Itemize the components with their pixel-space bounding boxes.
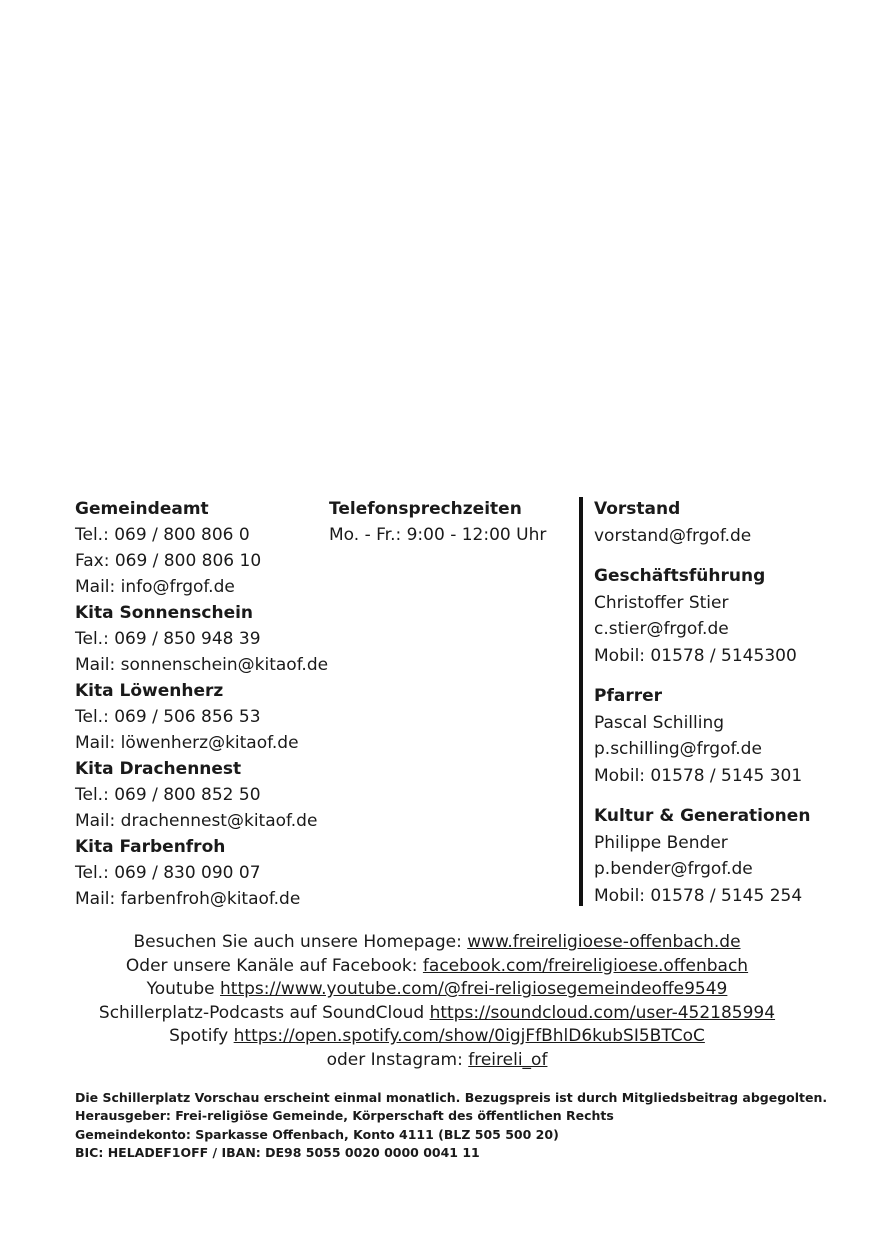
soundcloud-label: Schillerplatz-Podcasts auf SoundCloud: [98, 1002, 430, 1023]
imprint-line-3: Gemeindekonto: Sparkasse Offenbach, Konto 4111 (BLZ 505 500 20): [75, 1126, 559, 1142]
gemeindeamt-heading: Gemeindeamt: [75, 499, 209, 519]
geschaeftsfuehrung-group: [594, 563, 810, 669]
kita-drachennest-mail: Mail: drachennest@kitaof.de: [75, 811, 318, 831]
youtube-line: [0, 978, 874, 1002]
geschaeftsfuehrung-heading: Geschäftsführung: [594, 566, 766, 586]
gemeindeamt-fax: Fax: 069 / 800 806 10: [75, 551, 262, 571]
spotify-label: Spotify: [169, 1026, 234, 1047]
imprint-line-1: Die Schillerplatz Vorschau erscheint einmal monatlich. Bezugspreis ist durch Mitgliedsbeitrag abgegolten.: [75, 1090, 828, 1105]
vorstand-heading: Vorstand: [594, 499, 681, 519]
office-hours-column: [329, 496, 546, 548]
pfarrer-mobile: Mobil: 01578 / 5145 301: [594, 765, 803, 786]
facebook-label: Oder unsere Kanäle auf Facebook:: [125, 955, 423, 976]
kita-farbenfroh-mail: Mail: farbenfroh@kitaof.de: [75, 889, 301, 909]
homepage-link[interactable]: www.freireligioese-offenbach.de: [467, 932, 741, 952]
imprint-footer: [75, 1089, 827, 1163]
kultur-heading: Kultur & Generationen: [594, 806, 811, 826]
imprint-line-4: BIC: HELADEF1OFF / IBAN: DE98 5055 0020 0000 0041 11: [75, 1145, 480, 1161]
geschaeftsfuehrung-name: Christoffer Stier: [594, 592, 729, 613]
pfarrer-heading: Pfarrer: [594, 686, 663, 706]
gemeindeamt-mail: Mail: info@frgof.de: [75, 577, 235, 597]
kultur-mobile: Mobil: 01578 / 5145 254: [594, 885, 803, 906]
kita-loewenherz-mail: Mail: löwenherz@kitaof.de: [75, 733, 299, 753]
spotify-link[interactable]: https://open.spotify.com/show/0igjFfBhlD6kubSI5BTCoC: [233, 1026, 705, 1047]
kita-sonnenschein-heading: Kita Sonnenschein: [75, 603, 254, 623]
facebook-link[interactable]: facebook.com/freireligioese.offenbach: [422, 955, 749, 976]
kita-loewenherz-phone: Tel.: 069 / 506 856 53: [75, 707, 261, 727]
homepage-label: Besuchen Sie auch unsere Homepage:: [133, 932, 468, 952]
office-hours-heading: Telefonsprechzeiten: [329, 499, 522, 519]
contacts-right-column: [594, 496, 810, 923]
kultur-name: Philippe Bender: [594, 832, 728, 853]
vorstand-group: [594, 496, 810, 549]
facebook-line: [0, 955, 874, 979]
kultur-mail: p.bender@frgof.de: [594, 859, 753, 879]
kita-farbenfroh-phone: Tel.: 069 / 830 090 07: [75, 863, 261, 883]
youtube-link[interactable]: https://www.youtube.com/@frei-religiosegemeindeoffe9549: [220, 979, 728, 1000]
pfarrer-group: [594, 683, 810, 789]
geschaeftsfuehrung-mail: c.stier@frgof.de: [594, 619, 729, 639]
office-hours-text: Mo. - Fr.: 9:00 - 12:00 Uhr: [329, 525, 547, 545]
soundcloud-line: [0, 1002, 874, 1026]
youtube-label: Youtube: [146, 979, 220, 1000]
instagram-label: oder Instagram:: [326, 1049, 469, 1070]
gemeindeamt-phone: Tel.: 069 / 800 806 0: [75, 525, 250, 545]
kita-drachennest-heading: Kita Drachennest: [75, 759, 242, 779]
kita-sonnenschein-mail: Mail: sonnenschein@kitaof.de: [75, 655, 329, 675]
kita-loewenherz-heading: Kita Löwenherz: [75, 681, 224, 701]
vorstand-mail: vorstand@frgof.de: [594, 525, 752, 546]
kita-drachennest-phone: Tel.: 069 / 800 852 50: [75, 785, 261, 805]
column-divider: [579, 497, 583, 906]
instagram-line: [0, 1049, 874, 1073]
geschaeftsfuehrung-mobile: Mobil: 01578 / 5145300: [594, 645, 797, 666]
pfarrer-mail: p.schilling@frgof.de: [594, 739, 762, 759]
kita-farbenfroh-heading: Kita Farbenfroh: [75, 837, 226, 857]
kita-sonnenschein-phone: Tel.: 069 / 850 948 39: [75, 629, 261, 649]
kultur-group: [594, 803, 810, 909]
pfarrer-name: Pascal Schilling: [594, 712, 725, 733]
instagram-link[interactable]: freireli_of: [468, 1049, 548, 1070]
contacts-left-column: [75, 496, 328, 912]
links-section: [0, 931, 874, 1073]
homepage-line: [0, 931, 874, 955]
soundcloud-link[interactable]: https://soundcloud.com/user-452185994: [429, 1002, 776, 1023]
imprint-line-2: Herausgeber: Frei-religiöse Gemeinde, Körperschaft des öffentlichen Rechts: [75, 1108, 614, 1124]
spotify-line: [0, 1025, 874, 1049]
